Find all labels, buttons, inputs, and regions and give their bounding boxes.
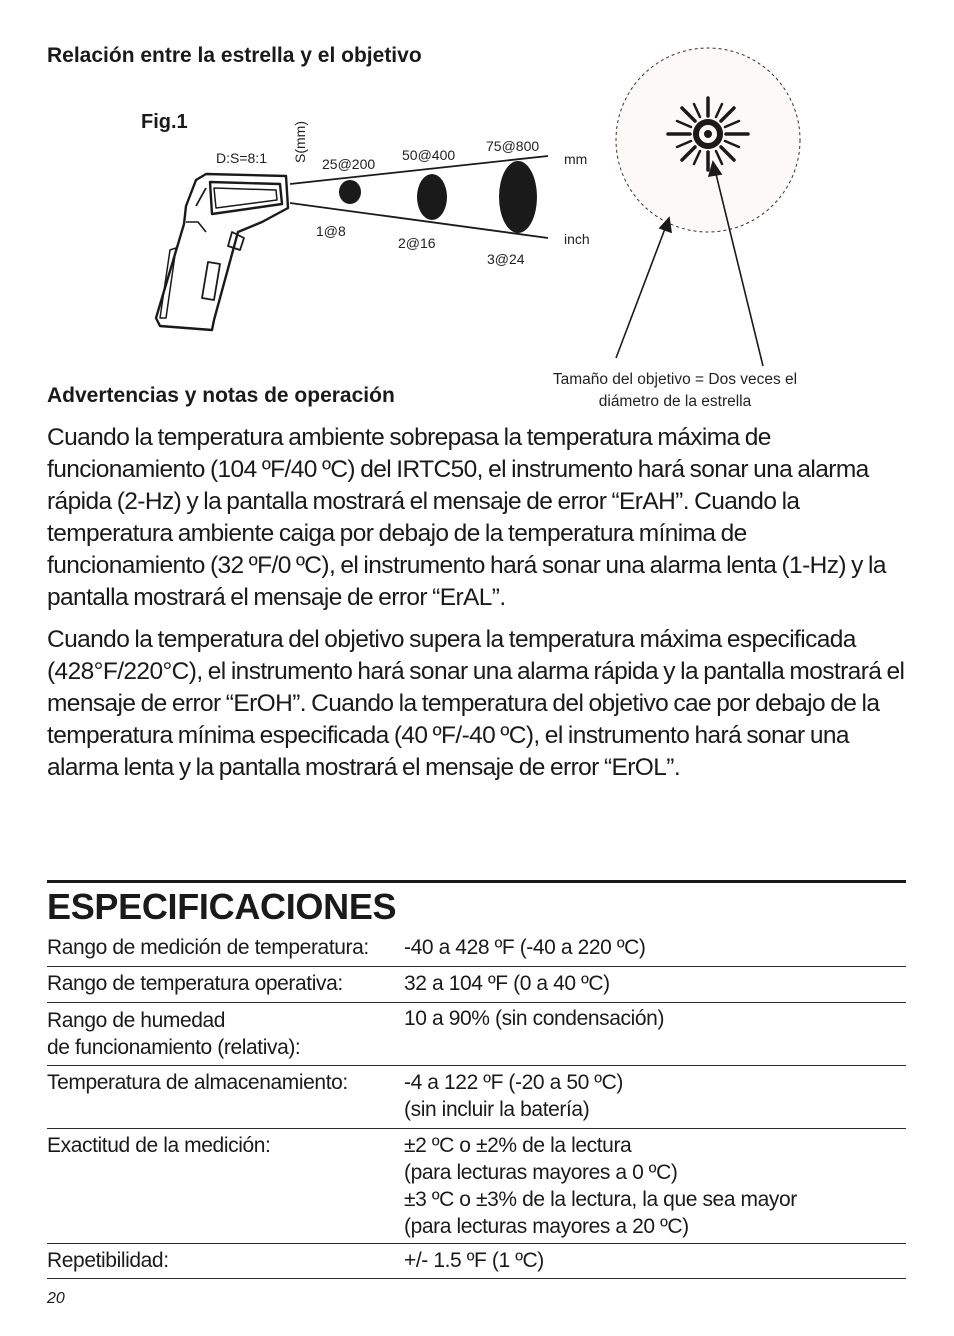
spec-divider — [47, 966, 906, 967]
unit-inch-label: inch — [564, 231, 590, 247]
spec-divider — [47, 1002, 906, 1003]
spec-row — [47, 1005, 906, 1063]
spec-divider — [47, 1278, 906, 1279]
spot-medium — [417, 174, 447, 220]
spec-row — [47, 970, 906, 1000]
figure-diagram — [0, 0, 954, 420]
target-circle — [616, 48, 800, 232]
caption-line: diámetro de la estrella — [598, 393, 752, 410]
spec-label: Temperatura de almacenamiento: — [47, 1071, 348, 1094]
spec-row — [47, 1069, 906, 1125]
inch-point-label: 2@16 — [398, 235, 436, 251]
page-number: 20 — [47, 1290, 65, 1307]
spec-value: ±2 ºC o ±2% de la lectura (para lecturas mayores a 0 ºC) ±3 ºC o ±3% de la lectura, la que sea mayor (para lecturas mayores a 20 ºC) — [404, 1134, 797, 1238]
spec-divider — [47, 1128, 906, 1129]
mm-point-label: 75@800 — [486, 138, 540, 154]
spec-label: Rango de medición de temperatura: — [47, 936, 369, 959]
paragraph-ambient-alarm: Cuando la temperatura ambiente sobrepasa la temperatura máxima de funcionamiento (104 ºF/40 ºC) del IRTC50, el instrumento hará sonar una alarma rápida (2-Hz) y la pantalla mostrará el mensaje de error “ErAH”. Cuando la temperatura ambiente caiga por debajo de la temperatura mínima de funcionamiento (32 ºF/0 ºC), el instrumento hará sonar una alarma lenta (1-Hz) y la pantalla mostrará el mensaje de error “ErAL”. — [47, 424, 886, 611]
spec-value: -40 a 428 ºF (-40 a 220 ºC) — [404, 936, 646, 959]
spec-value: +/- 1.5 ºF (1 ºC) — [404, 1249, 544, 1272]
spec-top-rule — [47, 880, 906, 883]
spot-large — [499, 161, 537, 233]
figure-caption — [530, 369, 820, 413]
inch-point-label: 1@8 — [316, 223, 346, 239]
section-heading-relation: Relación entre la estrella y el objetivo — [47, 44, 422, 67]
spec-label: Exactitud de la medición: — [47, 1134, 271, 1157]
figure-label: Fig.1 — [141, 111, 188, 133]
ds-ratio-label: D:S=8:1 — [216, 150, 267, 166]
spec-value: 10 a 90% (sin condensación) — [404, 1007, 665, 1030]
caption-line: Tamaño del objetivo = Dos veces el — [552, 371, 798, 388]
inch-point-label: 3@24 — [487, 251, 525, 267]
spec-divider — [47, 1065, 906, 1066]
spec-value: -4 a 122 ºF (-20 a 50 ºC) (sin incluir la batería) — [404, 1071, 623, 1121]
s-axis-label: S(mm) — [292, 121, 308, 163]
thermometer-gun-icon — [156, 174, 288, 330]
paragraph-target-alarm: Cuando la temperatura del objetivo supera la temperatura máxima especificada (428°F/220°C), el instrumento hará sonar una alarma rápida y la pantalla mostrará el mensaje de error “ErOH”. Cuando la temperatura del objetivo cae por debajo de la temperatura mínima especificada (40 ºF/-40 ºC), el instrumento hará sonar una alarma lenta y la pantalla mostrará el mensaje de error “ErOL”. — [47, 626, 905, 781]
spec-label: Rango de temperatura operativa: — [47, 972, 343, 995]
spec-divider — [47, 1243, 906, 1244]
spot-small — [339, 180, 361, 204]
spec-row — [47, 934, 906, 964]
section-heading-warnings: Advertencias y notas de operación — [47, 384, 395, 407]
spec-value: 32 a 104 ºF (0 a 40 ºC) — [404, 972, 610, 995]
spec-title: ESPECIFICACIONES — [47, 886, 397, 927]
mm-point-label: 25@200 — [322, 156, 376, 172]
mm-point-label: 50@400 — [402, 147, 456, 163]
unit-mm-label: mm — [564, 151, 588, 167]
spec-row — [47, 1132, 906, 1242]
spec-label: Repetibilidad: — [47, 1249, 169, 1272]
spec-label: Rango de humedad de funcionamiento (relativa): — [47, 1009, 301, 1059]
spec-row — [47, 1247, 906, 1277]
body-text — [47, 422, 907, 794]
